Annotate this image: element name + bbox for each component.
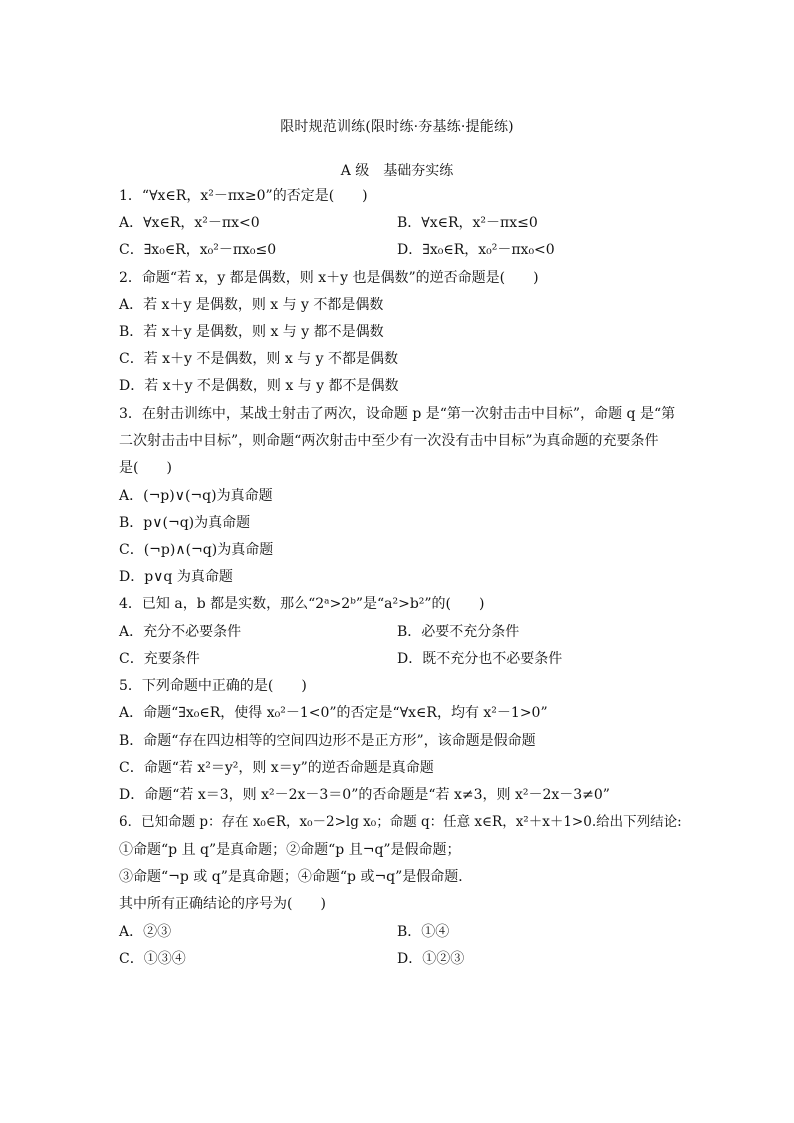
q3-option-d: D．p∨q 为真命题 <box>119 569 233 585</box>
q2-stem: 2．命题“若 x，y 都是偶数，则 x＋y 也是偶数”的逆否命题是( ) <box>119 270 539 286</box>
q6-stem-line4: 其中所有正确结论的序号为( ) <box>119 896 326 912</box>
q3-stem-line2: 二次射击击中目标”，则命题“两次射击中至少有一次没有击中目标”为真命题的充要条件 <box>119 433 659 449</box>
q1-option-d: D．∃x₀∈R，x₀²－πx₀<0 <box>397 242 555 258</box>
q2-option-b: B．若 x＋y 是偶数，则 x 与 y 都不是偶数 <box>119 324 384 340</box>
q6-stem-line1: 6．已知命题 p：存在 x₀∈R，x₀－2>lg x₀；命题 q：任意 x∈R，x²＋x＋1>0.给出下列结论: <box>119 814 682 830</box>
q1-option-b: B．∀x∈R，x²－πx≤0 <box>397 215 538 231</box>
q4-option-d: D．既不充分也不必要条件 <box>397 651 563 667</box>
q3-option-c: C．(¬p)∧(¬q)为真命题 <box>119 542 274 558</box>
q3-stem-line1: 3．在射击训练中，某战士射击了两次，设命题 p 是“第一次射击击中目标”，命题 q 是“第 <box>119 406 676 422</box>
q2-option-a: A．若 x＋y 是偶数，则 x 与 y 不都是偶数 <box>119 297 384 313</box>
q1-stem: 1．“∀x∈R，x²－πx≥0”的否定是( ) <box>119 188 368 204</box>
q4-option-b: B．必要不充分条件 <box>397 624 520 640</box>
q1-option-c: C．∃x₀∈R，x₀²－πx₀≤0 <box>119 242 277 258</box>
q1-option-a: A．∀x∈R，x²－πx<0 <box>119 215 260 231</box>
q6-option-d: D．①②③ <box>397 951 465 967</box>
q4-stem: 4．已知 a，b 都是实数，那么“2ᵃ>2ᵇ”是“a²>b²”的( ) <box>119 596 485 612</box>
q6-option-c: C．①③④ <box>119 951 186 967</box>
q3-stem-line3: 是( ) <box>119 460 172 476</box>
q6-option-b: B．①④ <box>397 924 450 940</box>
q5-stem: 5．下列命题中正确的是( ) <box>119 678 307 694</box>
q5-option-d: D．命题“若 x＝3，则 x²－2x－3＝0”的否命题是“若 x≠3，则 x²－2x－3≠0” <box>119 787 610 803</box>
page-title: 限时规范训练(限时练·夯基练·提能练) <box>280 119 514 135</box>
q6-stem-line2: ①命题“p 且 q”是真命题；②命题“p 且¬q”是假命题； <box>119 842 461 858</box>
q3-option-b: B．p∨(¬q)为真命题 <box>119 515 251 531</box>
q5-option-a: A．命题“∃x₀∈R，使得 x₀²－1<0”的否定是“∀x∈R，均有 x²－1>0” <box>119 705 548 721</box>
q3-option-a: A．(¬p)∨(¬q)为真命题 <box>119 488 273 504</box>
q6-option-a: A．②③ <box>119 924 172 940</box>
q5-option-b: B．命题“存在四边相等的空间四边形不是正方形”，该命题是假命题 <box>119 733 536 749</box>
section-heading: A 级 基础夯实练 <box>340 163 454 179</box>
q2-option-d: D．若 x＋y 不是偶数，则 x 与 y 都不是偶数 <box>119 378 399 394</box>
q6-stem-line3: ③命题“¬p 或 q”是真命题；④命题“p 或¬q”是假命题． <box>119 869 473 885</box>
q5-option-c: C．命题“若 x²＝y²，则 x＝y”的逆否命题是真命题 <box>119 760 434 776</box>
q4-option-a: A．充分不必要条件 <box>119 624 242 640</box>
q4-option-c: C．充要条件 <box>119 651 200 667</box>
q2-option-c: C．若 x＋y 不是偶数，则 x 与 y 不都是偶数 <box>119 351 399 367</box>
